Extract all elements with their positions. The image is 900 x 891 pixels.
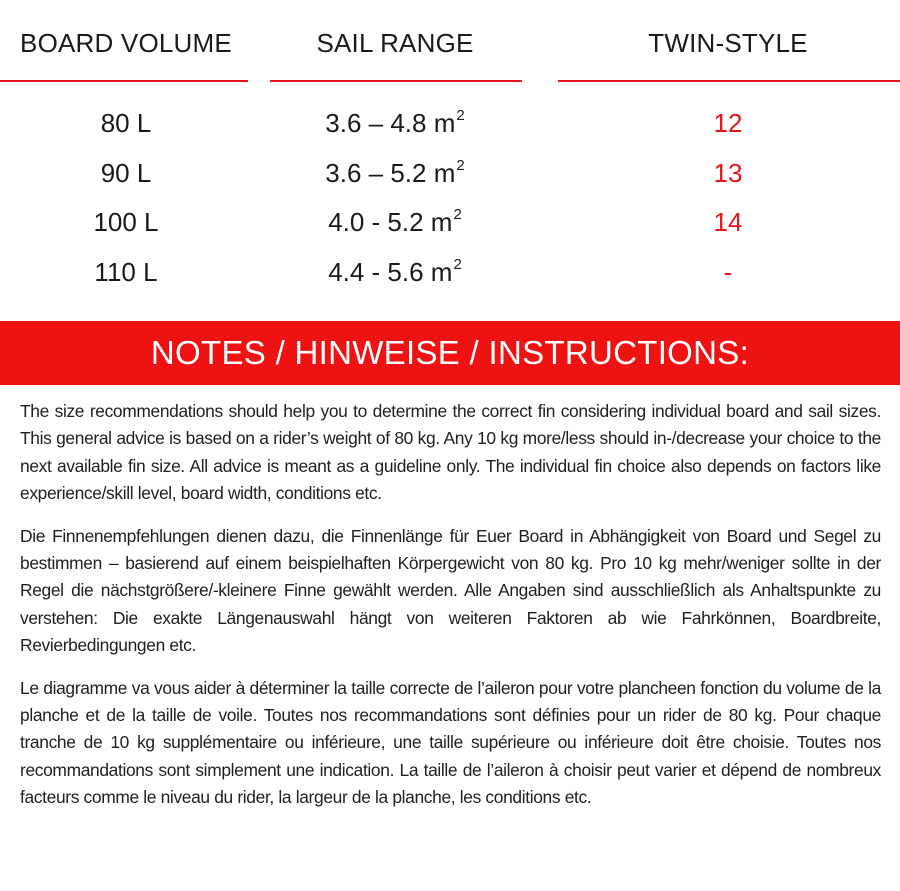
twin-style-cell: 12 xyxy=(713,108,743,138)
sail-range-value: 3.6 – 4.8 m xyxy=(325,108,456,138)
volume-cell: 100 L xyxy=(93,207,159,237)
squared-superscript: 2 xyxy=(453,255,462,273)
header-divider-volume xyxy=(0,80,248,82)
header-divider-twin xyxy=(558,80,900,82)
sail-range-cell xyxy=(268,257,522,288)
squared-superscript: 2 xyxy=(453,206,462,223)
table-row xyxy=(0,257,900,307)
header-twin-style: TWIN-STYLE xyxy=(648,28,808,58)
volume-cell: 90 L xyxy=(100,157,152,188)
header-sail-range: SAIL RANGE xyxy=(316,28,474,58)
twin-style-cell: 13 xyxy=(713,157,743,188)
volume-cell: 110 L xyxy=(94,256,158,287)
squared-superscript: 2 xyxy=(456,156,465,174)
notes-german-paragraph: Die Finnenempfehlungen dienen dazu, die Finnenlänge für Euer Board in Abhängigkeit von Board und Segel zu bestimmen – basierend auf einem beispielhaften Körpergewicht von 80 kg. Pro 10 kg mehr/weniger sollte in der Regel die nächstgrößere/-kleinere Finne gewählt werden. Alle Angaben sind ausschließlich als Anhaltspunkte zu verstehen: Die exakte Längenauswahl hängt von weiteren Faktoren ab wie Fahrkönnen, Boardbreite, Revierbedingungen etc. xyxy=(20,525,881,656)
sail-range-value: 4.0 - 5.2 m xyxy=(328,207,453,237)
sail-range-cell xyxy=(268,108,522,139)
sail-range-value: 3.6 – 5.2 m xyxy=(325,157,456,188)
notes-banner: NOTES / HINWEISE / INSTRUCTIONS: xyxy=(0,321,900,385)
sail-range-cell xyxy=(268,158,522,189)
header-board-volume: BOARD VOLUME xyxy=(20,28,232,58)
table-row xyxy=(0,158,900,208)
notes-french-paragraph: Le diagramme va vous aider à déterminer la taille correcte de l’aileron pour votre plancheen fonction du volume de la planche et de la taille de voile. Toutes nos recommandations sont définies pour un rider de 80 kg. Pour chaque tranche de 10 kg supplémentaire ou inférieure, une taille supérieure ou inférieure doit être choisie. Toutes nos recommandations sont simplement une indication. La taille de l’aileron à choisir peut varier et dépend de nombreux facteurs comme le niveau du rider, la largeur de la planche, les conditions etc. xyxy=(20,677,881,808)
notes-english-paragraph: The size recommendations should help you to determine the correct fin considering individual board and sail sizes. This general advice is based on a rider’s weight of 80 kg. Any 10 kg more/less should in-/decrease your choice to the next available fin size. All advice is meant as a guideline only. The individual fin choice also depends on factors like experience/skill level, board width, conditions etc. xyxy=(20,401,881,504)
table-row xyxy=(0,108,900,158)
table-body xyxy=(0,108,900,306)
twin-style-cell: - xyxy=(723,256,733,287)
header-divider-sail xyxy=(270,80,522,82)
volume-cell: 80 L xyxy=(100,108,152,138)
sail-range-cell xyxy=(268,207,522,238)
notes-section xyxy=(20,398,881,827)
table-row xyxy=(0,207,900,257)
table-header-row xyxy=(0,28,900,68)
sail-range-value: 4.4 - 5.6 m xyxy=(328,256,453,287)
twin-style-cell: 14 xyxy=(713,207,743,237)
squared-superscript: 2 xyxy=(456,107,465,124)
